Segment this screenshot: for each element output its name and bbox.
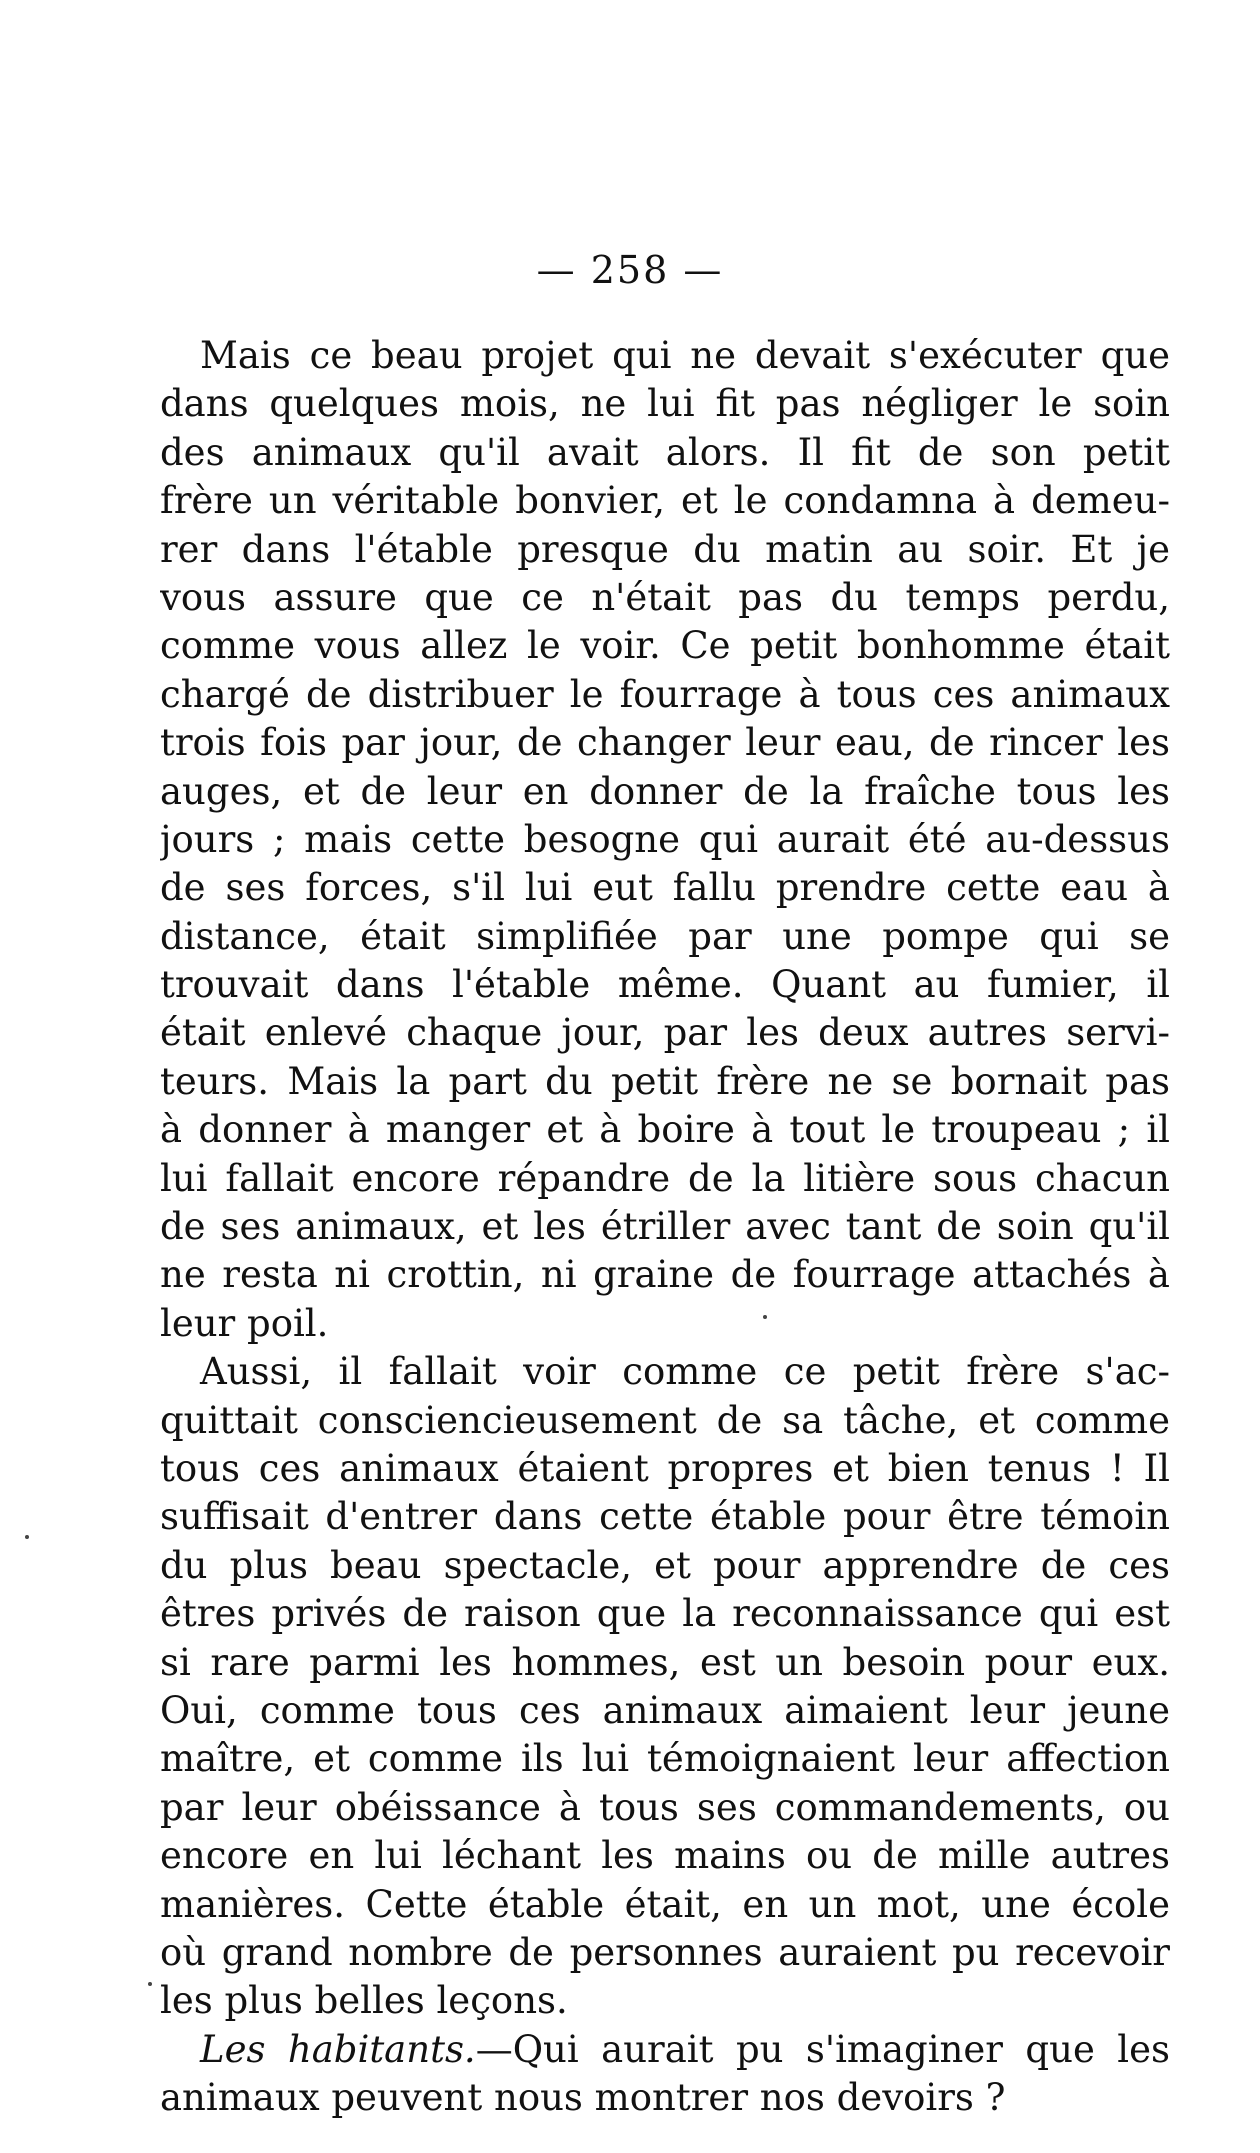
text-line: leur poil. bbox=[160, 1301, 329, 1345]
text-line: chargé de distribuer le fourrage à tous ces animaux bbox=[160, 672, 1170, 716]
text-line: comme vous allez le voir. Ce petit bonhomme était bbox=[160, 624, 1170, 668]
text-line: à donner à manger et à boire à tout le troupeau ; il bbox=[160, 1108, 1170, 1152]
text-line: teurs. Mais la part du petit frère ne se bornait pas bbox=[160, 1059, 1170, 1103]
speaker-label: Les habitants. bbox=[200, 2027, 476, 2071]
text-line: rer dans l'étable presque du matin au soir. Et je bbox=[160, 527, 1170, 571]
text-line: trois fois par jour, de changer leur eau, de rincer les bbox=[160, 721, 1170, 765]
text-line: distance, était simplifiée par une pompe qui se bbox=[160, 914, 1170, 958]
text-line: maître, et comme ils lui témoignaient leur affection bbox=[160, 1737, 1170, 1781]
text-line: du plus beau spectacle, et pour apprendre de ces bbox=[160, 1543, 1170, 1587]
text-line: de ses animaux, et les étriller avec tant de soin qu'il bbox=[160, 1205, 1170, 1249]
dialogue-text: —Qui aurait pu s'imaginer que les bbox=[475, 2027, 1170, 2071]
print-speck bbox=[25, 1535, 29, 1539]
text-line: jours ; mais cette besogne qui aurait été au-dessus bbox=[160, 817, 1170, 861]
print-speck bbox=[148, 1982, 152, 1986]
text-line bbox=[160, 2026, 1170, 2074]
text-line: par leur obéissance à tous ses commandements, ou bbox=[160, 1785, 1170, 1829]
text-line: suffisait d'entrer dans cette étable pour être témoin bbox=[160, 1495, 1170, 1539]
paragraph-3 bbox=[160, 2026, 1170, 2123]
print-speck bbox=[763, 1315, 767, 1319]
text-line: Oui, comme tous ces animaux aimaient leur jeune bbox=[160, 1688, 1170, 1732]
text-line: de ses forces, s'il lui eut fallu prendre cette eau à bbox=[160, 866, 1170, 910]
text-line: des animaux qu'il avait alors. Il fit de son petit bbox=[160, 430, 1170, 474]
text-line: dans quelques mois, ne lui fit pas négliger le soin bbox=[160, 382, 1170, 426]
text-line: animaux peuvent nous montrer nos devoirs ? bbox=[160, 2076, 1006, 2120]
text-line: encore en lui léchant les mains ou de mille autres bbox=[160, 1834, 1170, 1878]
text-line: était enlevé chaque jour, par les deux autres servi- bbox=[160, 1011, 1170, 1055]
text-line: où grand nombre de personnes auraient pu recevoir bbox=[160, 1930, 1170, 1974]
page-number: — 258 — bbox=[536, 248, 724, 292]
text-line: tous ces animaux étaient propres et bien tenus ! Il bbox=[160, 1446, 1170, 1490]
text-line: trouvait dans l'étable même. Quant au fumier, il bbox=[160, 963, 1170, 1007]
text-line: si rare parmi les hommes, est un besoin pour eux. bbox=[160, 1640, 1170, 1684]
text-line: ne resta ni crottin, ni graine de fourrage attachés à bbox=[160, 1253, 1170, 1297]
paragraph-2 bbox=[160, 1348, 1170, 2025]
body-text bbox=[160, 332, 1170, 2122]
text-line: lui fallait encore répandre de la litière sous chacun bbox=[160, 1156, 1170, 1200]
text-line: auges, et de leur en donner de la fraîche tous les bbox=[160, 769, 1170, 813]
text-line: Mais ce beau projet qui ne devait s'exécuter que bbox=[200, 334, 1170, 377]
paragraph-1 bbox=[160, 332, 1170, 1348]
text-line: quittait consciencieusement de sa tâche, et comme bbox=[160, 1398, 1170, 1442]
text-line: êtres privés de raison que la reconnaissance qui est bbox=[160, 1592, 1170, 1636]
text-line: vous assure que ce n'était pas du temps perdu, bbox=[160, 575, 1170, 619]
text-line: Aussi, il fallait voir comme ce petit frère s'ac- bbox=[200, 1350, 1170, 1394]
text-line: frère un véritable bonvier, et le condamna à demeu- bbox=[160, 479, 1170, 523]
text-line: manières. Cette étable était, en un mot, une école bbox=[160, 1882, 1170, 1926]
text-line: les plus belles leçons. bbox=[160, 1979, 568, 2023]
